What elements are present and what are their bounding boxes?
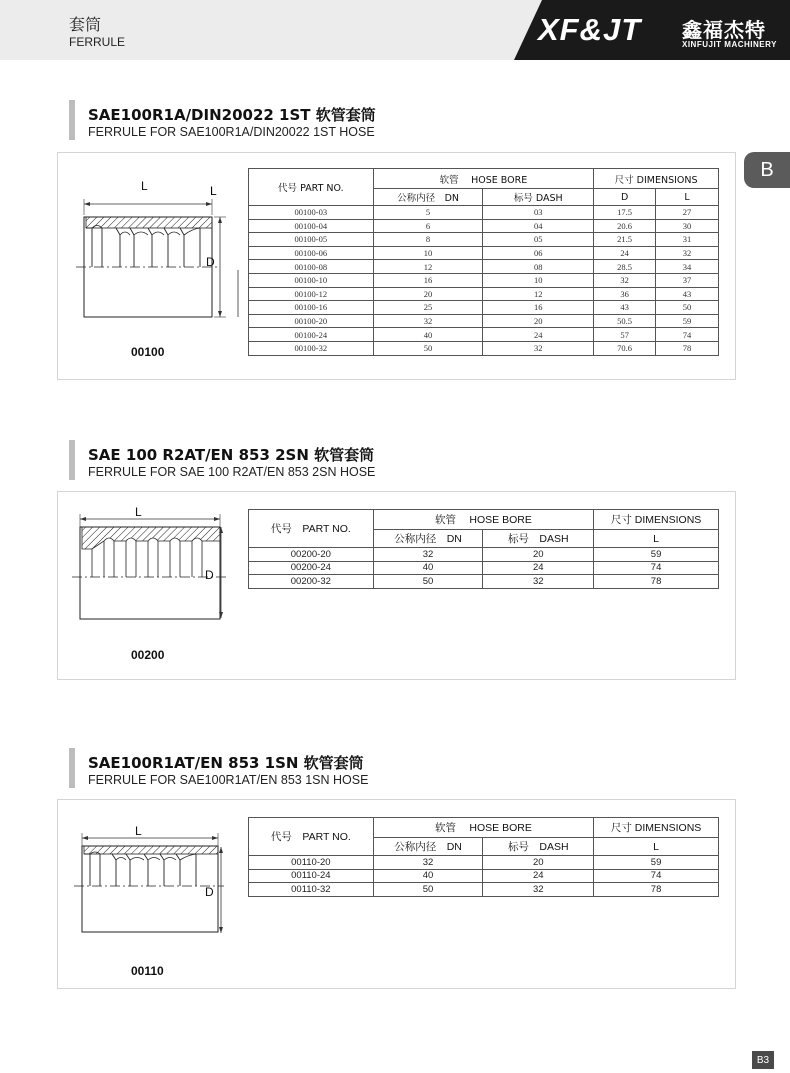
table-row [249,287,719,301]
table-cell: 32 [373,856,483,870]
th-dn: 公称内径 DN [373,530,483,548]
table-cell: 78 [594,575,719,589]
page-number: B3 [752,1051,774,1069]
table-cell: 00100-04 [249,219,374,233]
table-cell: 5 [373,206,483,220]
th-dash: 标号 DASH [483,189,594,206]
table-cell: 10 [373,246,483,260]
table-cell: 25 [373,301,483,315]
drawing-label-layer [71,179,241,320]
table-cell: 24 [483,328,594,342]
table-cell: 03 [483,206,594,220]
table-cell: 32 [594,273,656,287]
table-cell: 21.5 [594,233,656,247]
th-dn: 公称内径 DN [373,838,483,856]
table-cell: 24 [483,561,594,575]
table-cell: 28.5 [594,260,656,274]
header-title-cn: 套筒 [69,15,102,34]
table-cell: 00100-08 [249,260,374,274]
table-cell: 74 [656,328,719,342]
logo-name-cn: 鑫福杰特 [682,18,766,42]
table-cell: 78 [656,341,719,355]
th-part-no: 代号 PART NO. [249,169,374,206]
table-cell: 16 [483,301,594,315]
section-title: SAE 100 R2AT/EN 853 2SN 软管套筒 [88,446,375,464]
table-cell: 20.6 [594,219,656,233]
section-marker [69,100,75,140]
table-cell: 32 [483,883,594,897]
th-hose-bore: 软管 HOSE BORE [373,169,593,189]
table-row [249,575,719,589]
table-cell: 57 [594,328,656,342]
table-row [249,548,719,562]
section-subtitle: FERRULE FOR SAE100R1AT/EN 853 1SN HOSE [88,773,369,787]
section-subtitle: FERRULE FOR SAE100R1A/DIN20022 1ST HOSE [88,125,375,139]
spec-table [248,168,719,356]
section-marker [69,748,75,788]
th-part-no: 代号 PART NO. [249,818,374,856]
table-cell: 59 [594,856,719,870]
th-l: L [594,530,719,548]
table-cell: 50 [373,883,483,897]
th-dimensions: 尺寸 DIMENSIONS [594,510,719,530]
table-cell: 16 [373,273,483,287]
table-cell: 00100-20 [249,314,374,328]
length-label: L [135,824,142,838]
table-cell: 59 [656,314,719,328]
table-cell: 00110-20 [249,856,374,870]
table-cell: 8 [373,233,483,247]
table-cell: 12 [373,260,483,274]
table-row [249,856,719,870]
table-cell: 32 [483,575,594,589]
table-cell: 20 [483,856,594,870]
table-cell: 50 [656,301,719,315]
section-marker [69,440,75,480]
section-title: SAE100R1AT/EN 853 1SN 软管套筒 [88,754,364,772]
table-cell: 74 [594,869,719,883]
table-cell: 06 [483,246,594,260]
table-row [249,328,719,342]
table-cell: 00110-32 [249,883,374,897]
table-cell: 32 [483,341,594,355]
table-row [249,206,719,220]
th-part-no: 代号 PART NO. [249,510,374,548]
diameter-label: D [205,568,214,582]
table-cell: 20 [483,548,594,562]
table-row [249,273,719,287]
length-label: L [141,179,148,193]
table-cell: 12 [483,287,594,301]
table-row [249,301,719,315]
length-label: L [210,185,217,198]
table-cell: 43 [594,301,656,315]
table-cell: 00100-10 [249,273,374,287]
length-label: L [135,505,142,519]
th-dimensions: 尺寸 DIMENSIONS [594,818,719,838]
table-cell: 00100-12 [249,287,374,301]
table-cell: 78 [594,883,719,897]
table-row [249,341,719,355]
table-cell: 40 [373,328,483,342]
table-cell: 30 [656,219,719,233]
table-cell: 00100-06 [249,246,374,260]
ferrule-drawing [72,828,232,938]
table-cell: 00100-05 [249,233,374,247]
section-subtitle: FERRULE FOR SAE 100 R2AT/EN 853 2SN HOSE [88,465,376,479]
table-row [249,561,719,575]
table-cell: 34 [656,260,719,274]
th-hose-bore: 软管 HOSE BORE [373,510,593,530]
th-l: L [594,838,719,856]
table-cell: 05 [483,233,594,247]
table-cell: 00200-20 [249,548,374,562]
th-dimensions: 尺寸 DIMENSIONS [594,169,719,189]
table-cell: 00110-24 [249,869,374,883]
header-title-en: FERRULE [69,35,126,49]
th-l: L [656,189,719,206]
table-cell: 08 [483,260,594,274]
th-dash: 标号 DASH [483,838,594,856]
section-tab[interactable]: B [744,152,790,188]
part-number-label: 00100 [131,345,165,359]
table-row [249,314,719,328]
table-cell: 20 [483,314,594,328]
table-row [249,219,719,233]
table-cell: 40 [373,869,483,883]
diameter-label: D [205,885,214,899]
th-dn: 公称内径 DN [373,189,483,206]
table-cell: 43 [656,287,719,301]
table-cell: 27 [656,206,719,220]
table-row [249,883,719,897]
table-row [249,246,719,260]
table-row [249,869,719,883]
table-cell: 59 [594,548,719,562]
table-cell: 17.5 [594,206,656,220]
th-hose-bore: 软管 HOSE BORE [373,818,593,838]
table-cell: 00100-24 [249,328,374,342]
table-cell: 6 [373,219,483,233]
table-cell: 20 [373,287,483,301]
table-cell: 37 [656,273,719,287]
section-title: SAE100R1A/DIN20022 1ST 软管套筒 [88,106,376,124]
diameter-dimension [215,525,227,620]
table-cell: 00200-24 [249,561,374,575]
part-number-label: 00200 [131,648,165,662]
table-cell: 00100-32 [249,341,374,355]
table-cell: 50.5 [594,314,656,328]
spec-table [248,509,719,589]
diameter-dimension [215,845,227,935]
table-cell: 40 [373,561,483,575]
table-cell: 04 [483,219,594,233]
table-cell: 00100-16 [249,301,374,315]
table-cell: 00200-32 [249,575,374,589]
table-cell: 32 [373,314,483,328]
table-cell: 50 [373,575,483,589]
th-d: D [594,189,656,206]
table-cell: 10 [483,273,594,287]
table-cell: 24 [594,246,656,260]
diameter-label: D [206,255,215,269]
logo-mark: XF&JT [538,12,642,47]
table-cell: 24 [483,869,594,883]
table-cell: 74 [594,561,719,575]
spec-table [248,817,719,897]
table-cell: 32 [656,246,719,260]
part-number-label: 00110 [131,964,164,978]
logo-name-en: XINFUJIT MACHINERY [682,40,777,49]
table-cell: 32 [373,548,483,562]
table-cell: 31 [656,233,719,247]
table-cell: 36 [594,287,656,301]
table-cell: 00100-03 [249,206,374,220]
ferrule-drawing [72,505,232,625]
table-cell: 50 [373,341,483,355]
table-row [249,260,719,274]
table-cell: 70.6 [594,341,656,355]
table-row [249,233,719,247]
th-dash: 标号 DASH [483,530,594,548]
